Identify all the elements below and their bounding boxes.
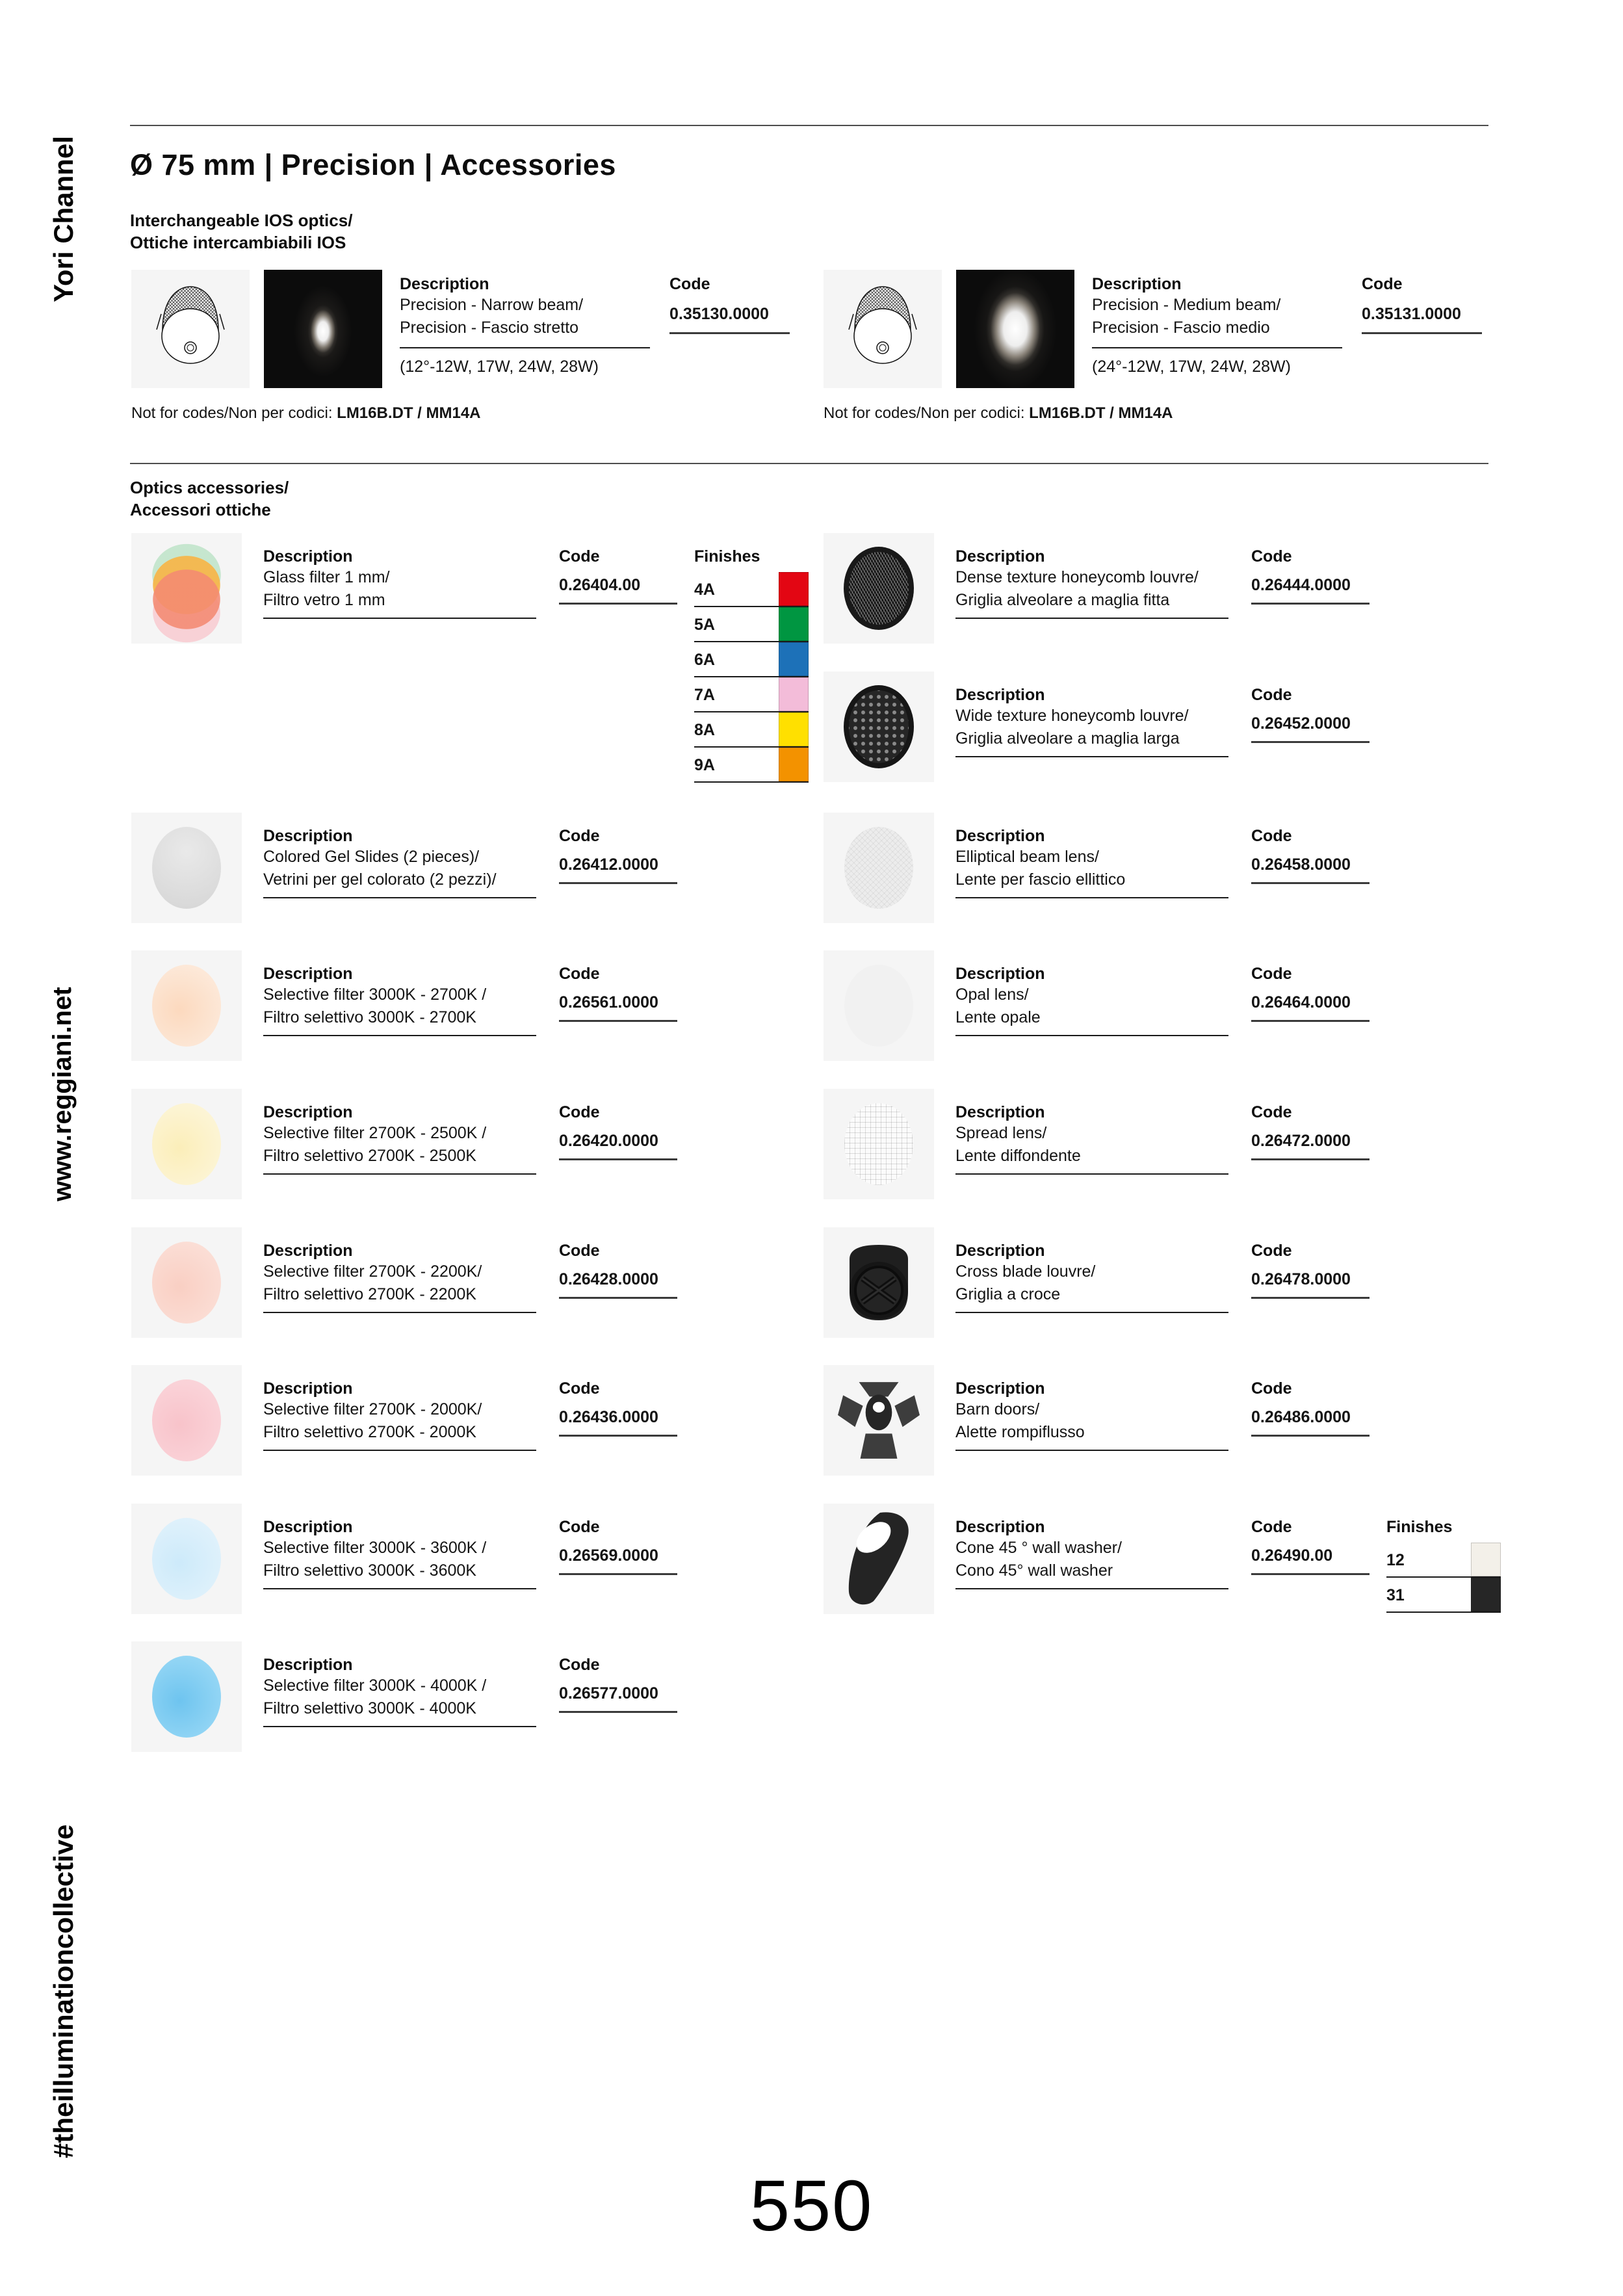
description-header: Description [263, 965, 353, 983]
cross-blade-graphic [843, 1240, 915, 1325]
code-header: Code [559, 1103, 600, 1121]
description-line-it: Filtro vetro 1 mm [263, 591, 385, 609]
description-line-it: Filtro selettivo 2700K - 2500K [263, 1147, 476, 1165]
code-value: 0.26486.0000 [1251, 1408, 1351, 1426]
accessory-item-honeycomb-wide [822, 672, 1495, 809]
accessory-item-filter-3000-2700 [130, 950, 803, 1088]
description-line-en: Colored Gel Slides (2 pieces)/ [263, 848, 480, 866]
code-value: 0.26577.0000 [559, 1684, 658, 1702]
divider [263, 1726, 536, 1727]
reflector-wireframe-icon [131, 270, 250, 388]
accessory-item-cone-wallwasher [822, 1504, 1495, 1641]
finish-code: 31 [1386, 1586, 1405, 1604]
description-header: Description [263, 827, 353, 845]
description-line-en: Spread lens/ [955, 1124, 1047, 1142]
divider [1251, 1297, 1370, 1299]
code-value: 0.26458.0000 [1251, 855, 1351, 874]
divider [1251, 1573, 1370, 1575]
description-line-it: Griglia a croce [955, 1285, 1061, 1303]
code-value: 0.26569.0000 [559, 1546, 658, 1565]
spread-lens-icon [824, 1089, 934, 1199]
description-line-en: Elliptical beam lens/ [955, 848, 1099, 866]
code-header: Code [1251, 547, 1292, 566]
finish-code: 12 [1386, 1551, 1405, 1569]
code-value: 0.26464.0000 [1251, 993, 1351, 1011]
description-line-en: Dense texture honeycomb louvre/ [955, 568, 1199, 586]
reflector-drawing-icon [131, 270, 250, 388]
finishes-list [1386, 1543, 1503, 1613]
finish-swatch [779, 572, 809, 606]
divider [559, 882, 677, 884]
finish-row [1386, 1543, 1501, 1578]
description-line-it: Filtro selettivo 3000K - 4000K [263, 1699, 476, 1717]
divider [1251, 603, 1370, 605]
accessory-item-elliptical-lens [822, 813, 1495, 950]
ios-heading-it: Ottiche intercambiabili IOS [130, 233, 346, 252]
finish-code: 9A [694, 756, 715, 774]
accessory-item-spread-lens [822, 1089, 1495, 1227]
code-header: Code [559, 1242, 600, 1260]
accessories-heading-en: Optics accessories/ [130, 478, 289, 497]
finish-row [694, 572, 809, 607]
selective-filter-icon [131, 1089, 242, 1199]
cone-wallwasher-icon [824, 1504, 934, 1614]
description-line-it: Precision - Fascio medio [1092, 319, 1270, 337]
divider [955, 1588, 1228, 1589]
divider [1251, 741, 1370, 743]
divider [263, 1588, 536, 1589]
glass-filter-icon [131, 533, 242, 644]
note-prefix: Not for codes/Non per codici: [824, 404, 1030, 422]
code-header: Code [559, 965, 600, 983]
description-line-it: Cono 45° wall washer [955, 1561, 1113, 1580]
description-line-it: Lente diffondente [955, 1147, 1081, 1165]
note-codes: LM16B.DT / MM14A [337, 404, 481, 422]
divider [955, 897, 1228, 898]
description-line-en: Cone 45 ° wall washer/ [955, 1539, 1122, 1557]
code-value: 0.26444.0000 [1251, 576, 1351, 594]
finish-row [694, 677, 809, 712]
cross-blade-icon [824, 1227, 934, 1338]
description-line-it: Alette rompiflusso [955, 1423, 1085, 1441]
divider [955, 1035, 1228, 1036]
description-header: Description [955, 1518, 1045, 1536]
description-header: Description [1092, 275, 1182, 293]
description-line-it: Vetrini per gel colorato (2 pezzi)/ [263, 870, 497, 889]
description-header: Description [263, 1103, 353, 1121]
divider [1092, 347, 1342, 348]
reflector-wireframe-icon [824, 270, 942, 388]
code-value: 0.26428.0000 [559, 1270, 658, 1288]
barn-doors-graphic [837, 1378, 921, 1463]
sidebar-hashtag-label: #theilluminationcollective [48, 1824, 79, 2158]
finish-swatch [779, 607, 809, 641]
selective-filter-icon [131, 1641, 242, 1752]
finish-code: 6A [694, 651, 715, 669]
cone-graphic [840, 1510, 918, 1608]
ios-section-heading [130, 209, 352, 254]
note-codes: LM16B.DT / MM14A [1029, 404, 1173, 422]
description-line-en: Wide texture honeycomb louvre/ [955, 707, 1189, 725]
code-header: Code [559, 547, 600, 566]
finish-row [694, 642, 809, 677]
top-rule [130, 125, 1488, 126]
description-header: Description [955, 1103, 1045, 1121]
code-value: 0.26452.0000 [1251, 714, 1351, 733]
finish-swatch [1471, 1543, 1501, 1576]
description-header: Description [263, 1242, 353, 1260]
honeycomb-dense-icon [824, 533, 934, 644]
code-value: 0.35131.0000 [1362, 305, 1461, 323]
finish-row [694, 712, 809, 748]
finish-code: 5A [694, 616, 715, 634]
divider [263, 897, 536, 898]
accessory-item-barn-doors [822, 1365, 1495, 1503]
divider [559, 1158, 677, 1160]
wattage-line: (12°-12W, 17W, 24W, 28W) [400, 358, 599, 376]
accessory-item-filter-2700-2500 [130, 1089, 803, 1227]
sidebar-series-label: Yori Channel [48, 136, 79, 302]
divider [559, 1711, 677, 1713]
code-value: 0.26420.0000 [559, 1132, 658, 1150]
code-value: 0.26490.00 [1251, 1546, 1333, 1565]
divider [263, 1312, 536, 1313]
description-line-en: Precision - Medium beam/ [1092, 296, 1281, 314]
divider [955, 1173, 1228, 1175]
description-line-it: Lente opale [955, 1008, 1041, 1026]
finishes-header: Finishes [694, 547, 760, 566]
divider [669, 332, 790, 334]
divider [400, 347, 650, 348]
divider [263, 1035, 536, 1036]
code-value: 0.26404.00 [559, 576, 641, 594]
code-header: Code [559, 1656, 600, 1674]
barn-doors-icon [824, 1365, 934, 1476]
page-number: 550 [749, 2166, 874, 2246]
description-line-en: Cross blade louvre/ [955, 1262, 1096, 1281]
code-header: Code [1251, 686, 1292, 704]
description-line-en: Selective filter 3000K - 3600K / [263, 1539, 487, 1557]
description-line-en: Selective filter 2700K - 2000K/ [263, 1400, 482, 1418]
code-header: Code [669, 275, 710, 293]
ios-product-narrow [130, 270, 799, 440]
description-line-it: Lente per fascio ellittico [955, 870, 1126, 889]
selective-filter-icon [131, 1227, 242, 1338]
selective-filter-icon [131, 1365, 242, 1476]
description-header: Description [263, 547, 353, 566]
description-line-en: Selective filter 3000K - 4000K / [263, 1676, 487, 1695]
medium-beam-photo [956, 270, 1074, 388]
divider [955, 756, 1228, 757]
description-header: Description [955, 547, 1045, 566]
description-line-it: Precision - Fascio stretto [400, 319, 579, 337]
divider [559, 603, 677, 605]
code-header: Code [1251, 1379, 1292, 1398]
divider [1251, 882, 1370, 884]
code-header: Code [559, 827, 600, 845]
selective-filter-icon [131, 1504, 242, 1614]
code-value: 0.26412.0000 [559, 855, 658, 874]
description-header: Description [263, 1379, 353, 1398]
divider [955, 618, 1228, 619]
description-line-en: Precision - Narrow beam/ [400, 296, 584, 314]
reflector-drawing-icon [824, 270, 942, 388]
accessory-item-opal-lens [822, 950, 1495, 1088]
elliptical-lens-icon [824, 813, 934, 923]
opal-lens-icon [824, 950, 934, 1061]
description-line-it: Filtro selettivo 3000K - 3600K [263, 1561, 476, 1580]
finish-swatch [779, 677, 809, 711]
description-line-it: Filtro selettivo 3000K - 2700K [263, 1008, 476, 1026]
code-header: Code [1251, 1103, 1292, 1121]
description-line-en: Glass filter 1 mm/ [263, 568, 390, 586]
finishes-list [694, 572, 811, 783]
code-header: Code [1251, 1518, 1292, 1536]
page-title: Ø 75 mm | Precision | Accessories [130, 148, 616, 181]
divider [263, 618, 536, 619]
note-prefix: Not for codes/Non per codici: [131, 404, 337, 422]
description-line-en: Barn doors/ [955, 1400, 1040, 1418]
accessories-heading-it: Accessori ottiche [130, 500, 271, 519]
code-header: Code [1251, 827, 1292, 845]
divider [1362, 332, 1482, 334]
wattage-line: (24°-12W, 17W, 24W, 28W) [1092, 358, 1291, 376]
finishes-header: Finishes [1386, 1518, 1453, 1536]
accessory-item-honeycomb-dense [822, 533, 1495, 671]
description-line-en: Selective filter 2700K - 2200K/ [263, 1262, 482, 1281]
accessory-item-cross-blade [822, 1227, 1495, 1365]
description-line-it: Filtro selettivo 2700K - 2200K [263, 1285, 476, 1303]
divider [1251, 1158, 1370, 1160]
code-value: 0.26472.0000 [1251, 1132, 1351, 1150]
finish-code: 4A [694, 581, 715, 599]
description-header: Description [955, 1242, 1045, 1260]
description-header: Description [400, 275, 489, 293]
sidebar-website-label: www.reggiani.net [48, 987, 77, 1201]
description-header: Description [955, 965, 1045, 983]
finish-swatch [779, 642, 809, 676]
finish-row [694, 748, 809, 783]
code-header: Code [1251, 1242, 1292, 1260]
not-for-codes-note [131, 404, 481, 423]
divider [559, 1573, 677, 1575]
accessory-item-filter-3000-3600 [130, 1504, 803, 1641]
description-header: Description [955, 1379, 1045, 1398]
finish-code: 8A [694, 721, 715, 739]
not-for-codes-note [824, 404, 1173, 423]
code-value: 0.26436.0000 [559, 1408, 658, 1426]
description-header: Description [955, 827, 1045, 845]
description-line-it: Filtro selettivo 2700K - 2000K [263, 1423, 476, 1441]
code-value: 0.35130.0000 [669, 305, 769, 323]
divider [1251, 1020, 1370, 1022]
description-line-it: Griglia alveolare a maglia larga [955, 729, 1180, 748]
accessory-item-gel-slides [130, 813, 803, 950]
divider [559, 1297, 677, 1299]
divider [263, 1173, 536, 1175]
description-line-en: Opal lens/ [955, 985, 1029, 1004]
gel-slides-icon [131, 813, 242, 923]
description-line-en: Selective filter 2700K - 2500K / [263, 1124, 487, 1142]
ios-product-medium [822, 270, 1492, 440]
finish-swatch [1471, 1578, 1501, 1611]
divider [263, 1450, 536, 1451]
code-header: Code [559, 1379, 600, 1398]
section-rule [130, 463, 1488, 464]
narrow-beam-photo [264, 270, 382, 388]
divider [955, 1450, 1228, 1451]
description-line-it: Griglia alveolare a maglia fitta [955, 591, 1170, 609]
accessories-section-heading [130, 476, 289, 521]
finish-swatch [779, 748, 809, 781]
description-header: Description [955, 686, 1045, 704]
accessory-item-filter-2700-2200 [130, 1227, 803, 1365]
code-value: 0.26478.0000 [1251, 1270, 1351, 1288]
description-header: Description [263, 1518, 353, 1536]
description-line-en: Selective filter 3000K - 2700K / [263, 985, 487, 1004]
ios-heading-en: Interchangeable IOS optics/ [130, 211, 353, 230]
divider [559, 1020, 677, 1022]
code-value: 0.26561.0000 [559, 993, 658, 1011]
finish-row [1386, 1578, 1501, 1613]
accessory-item-glass-filter [130, 533, 803, 774]
code-header: Code [1251, 965, 1292, 983]
honeycomb-wide-icon [824, 672, 934, 782]
divider [955, 1312, 1228, 1313]
code-header: Code [559, 1518, 600, 1536]
divider [559, 1435, 677, 1437]
selective-filter-icon [131, 950, 242, 1061]
code-header: Code [1362, 275, 1403, 293]
accessory-item-filter-3000-4000 [130, 1641, 803, 1779]
finish-swatch [779, 712, 809, 746]
description-header: Description [263, 1656, 353, 1674]
accessory-item-filter-2700-2000 [130, 1365, 803, 1503]
divider [1251, 1435, 1370, 1437]
finish-code: 7A [694, 686, 715, 704]
finish-row [694, 607, 809, 642]
